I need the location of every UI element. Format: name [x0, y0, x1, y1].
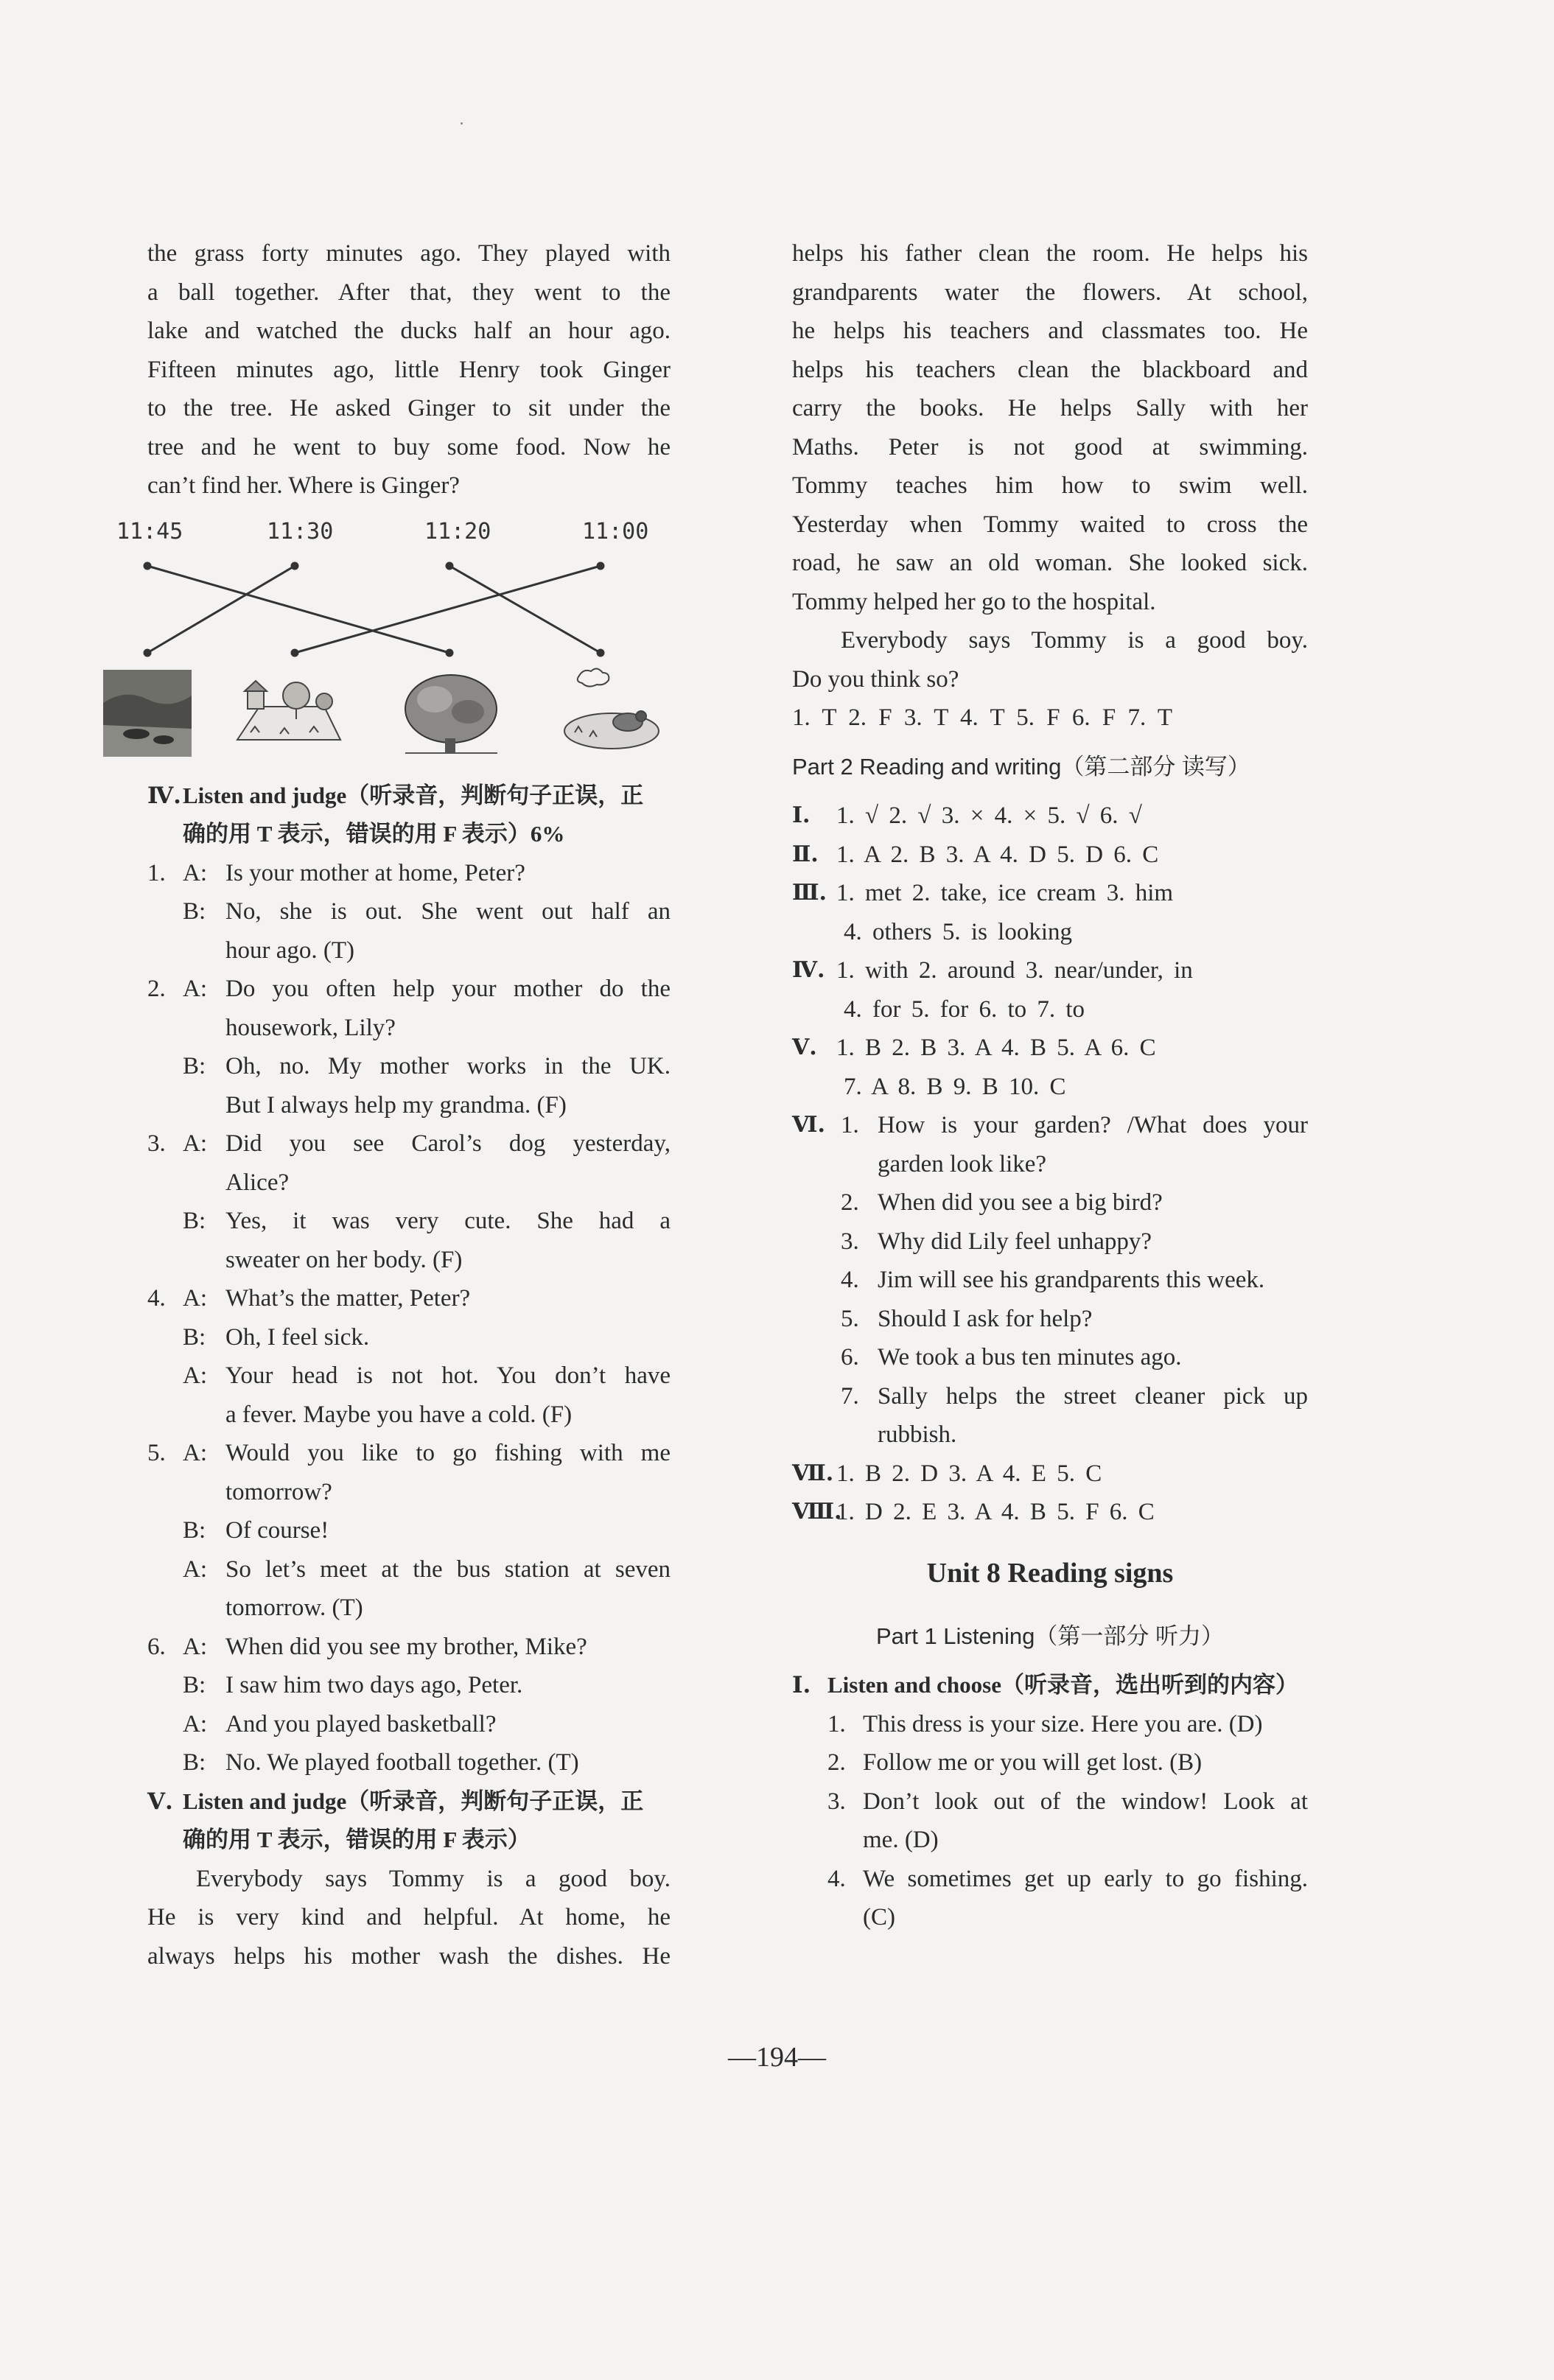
speaker: A:: [183, 1633, 207, 1660]
dialogue-text: Is your mother at home, Peter?: [225, 859, 525, 886]
section-4: [147, 777, 671, 1782]
part1-heading: Part 1 Listening（第一部分 听力）: [875, 1623, 1225, 1649]
roman-numeral: [792, 1068, 836, 1107]
left-column: [116, 234, 671, 1975]
roman-numeral: [792, 990, 836, 1029]
answer-row: [792, 1261, 1308, 1300]
speaker: [183, 1473, 225, 1512]
section-title: Listen and judge（听录音，判断句子正误，正: [183, 1788, 644, 1814]
lake-picture: [103, 670, 192, 757]
dialogue-text: Oh, no. My mother works in the UK.: [225, 1053, 671, 1079]
item-number: [827, 1898, 863, 1937]
dialogue-text: When did you see my brother, Mike?: [225, 1633, 587, 1660]
roman-numeral: [792, 1145, 836, 1184]
roman-numeral: [792, 1183, 836, 1222]
speaker: B:: [183, 1672, 206, 1698]
dialogue-text: Of course!: [225, 1517, 329, 1544]
answer-text: me. (D): [863, 1827, 939, 1853]
tommy-passage: [792, 234, 1308, 738]
speaker: A:: [183, 1285, 207, 1312]
item-number: [147, 1511, 183, 1550]
item-number: 2.: [841, 1189, 859, 1216]
item-number: [147, 1396, 183, 1435]
dialogue-text: And you played basketball?: [225, 1710, 497, 1737]
dialogue-line: [147, 1550, 671, 1589]
speaker: [183, 931, 225, 970]
roman-numeral: [792, 913, 836, 952]
dialogue-text: tomorrow?: [225, 1478, 332, 1505]
answer-row: [792, 1106, 1308, 1145]
dialogue-line: [147, 1086, 671, 1125]
item-number: 2.: [147, 976, 166, 1002]
unit-heading: Unit 8 Reading signs: [926, 1557, 1174, 1589]
indent: [792, 1743, 827, 1782]
item-number: [827, 1821, 863, 1860]
answer-row: [792, 1415, 1308, 1455]
answer-row: [792, 836, 1308, 875]
item-number: [147, 1705, 183, 1744]
speaker: A:: [183, 976, 207, 1002]
dialogue-line: [147, 1279, 671, 1318]
answer-text: Why did Lily feel unhappy?: [878, 1228, 1152, 1255]
dialogue-text: Would you like to go fishing with me: [225, 1440, 671, 1466]
answer-row: [792, 1377, 1308, 1416]
time-label: 11:30: [267, 518, 334, 545]
answer-text: How is your garden? /What does your: [878, 1112, 1308, 1138]
dialogue-text: hour ago. (T): [225, 937, 355, 964]
dialogue-line: [147, 1473, 671, 1512]
dialogue-line: [147, 1628, 671, 1667]
dialogue-line: [147, 1434, 671, 1473]
speaker: A:: [183, 1440, 207, 1466]
dialogue-line: [147, 1163, 671, 1203]
item-number: [147, 1009, 183, 1048]
answers-section-8: [792, 1493, 1308, 1532]
roman-numeral: [792, 1338, 836, 1377]
speaker: [183, 1086, 225, 1125]
page-number: —194—: [728, 2042, 826, 2073]
passage-line: helps his father clean the room. He helps his: [792, 240, 1308, 267]
answer-text: This dress is your size. Here you are. (D): [863, 1710, 1263, 1737]
passage-line: Do you think so?: [792, 665, 959, 693]
passage-line: a ball together. After that, they went to the: [147, 279, 671, 306]
passage-line: road, he saw an old woman. She looked sick.: [792, 550, 1308, 576]
dialogue-text: No, she is out. She went out half an: [225, 898, 671, 925]
answers-section-7: [792, 1455, 1308, 1494]
passage-line: Yesterday when Tommy waited to cross the: [792, 511, 1308, 538]
answer-text: Follow me or you will get lost. (B): [863, 1749, 1203, 1776]
roman-numeral: Ⅰ.: [792, 802, 811, 828]
roman-numeral: Ⅴ.: [792, 1035, 817, 1060]
speaker: B:: [183, 1053, 206, 1079]
passage-line: always helps his mother wash the dishes. He: [147, 1942, 671, 1970]
dialogue-text: sweater on her body. (F): [225, 1246, 463, 1273]
dialogue-text: So let’s meet at the bus station at seven: [225, 1555, 671, 1583]
dialogue-text: Alice?: [225, 1169, 290, 1196]
answer-row: [792, 874, 1308, 913]
indent: [792, 1860, 827, 1899]
answer-row: [792, 1898, 1308, 1937]
speaker: [183, 1163, 225, 1203]
item-number: 1.: [827, 1710, 846, 1737]
answer-row: [792, 1029, 1308, 1068]
roman-numeral: Ⅳ.: [792, 957, 825, 983]
answer-items: 4. others 5. is looking: [844, 918, 1072, 945]
answer-row: [792, 951, 1308, 990]
answer-row: [792, 1145, 1308, 1184]
dialogue-line: [147, 1743, 671, 1782]
time-matching-diagram: [103, 519, 678, 768]
answer-row: [792, 990, 1308, 1029]
section-title-cont: 确的用 T 表示，错误的用 F 表示）: [183, 1827, 531, 1852]
match-line: [295, 566, 601, 653]
answer-items: 1. with 2. around 3. near/under, in: [836, 957, 1193, 984]
answer-row: [792, 1222, 1308, 1261]
item-number: 3.: [147, 1130, 166, 1157]
speaker: [183, 1241, 225, 1280]
speaker: A:: [183, 1130, 207, 1157]
answer-items: 4. for 5. for 6. to 7. to: [844, 995, 1085, 1023]
roman-numeral: Ⅱ.: [792, 841, 819, 867]
dialogue-line: [147, 1666, 671, 1705]
answers-section-5: 1. T 2. F 3. T 4. T 5. F 6. F 7. T: [792, 704, 1173, 731]
passage-line: tree and he went to buy some food. Now he: [147, 433, 671, 461]
roman-numeral: Ⅲ.: [792, 880, 827, 906]
answer-text: When did you see a big bird?: [878, 1189, 1163, 1216]
item-number: [147, 892, 183, 931]
item-number: 5.: [841, 1305, 859, 1332]
indent: [792, 1782, 827, 1821]
speaker: [183, 1396, 225, 1435]
item-number: [147, 1473, 183, 1512]
item-number: [147, 931, 183, 970]
dialogue-line: [147, 1124, 671, 1163]
item-number: [836, 1415, 878, 1455]
answer-row: [792, 797, 1308, 836]
section-5: [147, 1782, 671, 1976]
speaker: A:: [183, 859, 207, 886]
passage-line: Tommy teaches him how to swim well.: [792, 472, 1308, 499]
item-number: [147, 1241, 183, 1280]
speaker: B:: [183, 1517, 206, 1544]
answer-row: [792, 1183, 1308, 1222]
dialogue-line: [147, 1318, 671, 1357]
roman-numeral: Ⅵ.: [792, 1112, 825, 1138]
answer-text: Jim will see his grandparents this week.: [878, 1267, 1265, 1293]
roman-numeral: Ⅷ.: [792, 1499, 842, 1525]
section-title: Listen and choose（听录音，选出听到的内容）: [827, 1672, 1298, 1698]
indent: [792, 1898, 827, 1937]
answer-row: [792, 1860, 1308, 1899]
section-title: Listen and judge（听录音，判断句子正误，正: [183, 782, 644, 808]
answer-text: garden look like?: [878, 1150, 1047, 1177]
answer-items: 1. met 2. take, ice cream 3. him: [836, 880, 1174, 906]
answer-items: 1. D 2. E 3. A 4. B 5. F 6. C: [836, 1499, 1155, 1525]
passage-line: Tommy helped her go to the hospital.: [792, 588, 1156, 615]
speaker: A:: [183, 1362, 207, 1389]
dialogue-text: Do you often help your mother do the: [225, 976, 671, 1002]
answer-items: 1. B 2. B 3. A 4. B 5. A 6. C: [836, 1035, 1156, 1061]
answer-text: (C): [863, 1904, 895, 1931]
speaker: B:: [183, 1749, 206, 1776]
indent: [792, 1705, 827, 1744]
answer-row: [792, 1338, 1308, 1377]
dialogue-text: Oh, I feel sick.: [225, 1323, 370, 1351]
right-column: [792, 234, 1308, 1937]
answer-text: rubbish.: [878, 1421, 957, 1448]
dog-picture: [564, 668, 659, 749]
passage-line: the grass forty minutes ago. They played with: [147, 240, 671, 267]
match-line: [449, 566, 601, 653]
answer-row: [792, 1068, 1308, 1107]
answer-row: [792, 913, 1308, 952]
dialogue-line: [147, 970, 671, 1009]
item-number: [147, 1202, 183, 1241]
answer-row: [792, 1743, 1308, 1782]
dialogue-text: No. We played football together. (T): [225, 1749, 579, 1776]
speaker: A:: [183, 1710, 207, 1737]
passage-line: can’t find her. Where is Ginger?: [147, 472, 460, 499]
item-number: [147, 1589, 183, 1628]
passage-line: Everybody says Tommy is a good boy.: [841, 627, 1308, 654]
speaker: A:: [183, 1555, 207, 1583]
time-label: 11:45: [116, 518, 183, 545]
sentence-answer-list: [792, 1106, 1308, 1455]
answer-text: Don’t look out of the window! Look at: [863, 1788, 1308, 1815]
passage-line: helps his teachers clean the blackboard and: [792, 356, 1308, 383]
tree-picture: [405, 675, 497, 753]
part2-answer-list: [792, 797, 1308, 1106]
time-label: 11:20: [424, 518, 491, 545]
item-number: 1.: [147, 859, 166, 886]
roman-numeral: [792, 1300, 836, 1339]
answer-text: Sally helps the street cleaner pick up: [878, 1382, 1308, 1410]
roman-numeral: Ⅶ.: [792, 1460, 834, 1486]
item-number: 3.: [841, 1228, 859, 1255]
item-number: [147, 1743, 183, 1782]
passage-line: Maths. Peter is not good at swimming.: [792, 433, 1308, 461]
dialogue-text: Your head is not hot. You don’t have: [225, 1362, 671, 1389]
passage-line: grandparents water the flowers. At school,: [792, 279, 1308, 306]
dialogue-text: tomorrow. (T): [225, 1595, 363, 1621]
dialogue-line: [147, 1705, 671, 1744]
item-number: 4.: [827, 1865, 846, 1892]
dialogue-line: [147, 1047, 671, 1086]
passage-line: Everybody says Tommy is a good boy.: [196, 1865, 671, 1892]
dialogue-line: [147, 1589, 671, 1628]
dialogue-line: [147, 1511, 671, 1550]
answer-items: 1. B 2. D 3. A 4. E 5. C: [836, 1460, 1102, 1487]
matching-lines: [103, 519, 678, 768]
item-number: [147, 1163, 183, 1203]
roman-numeral: [792, 1415, 836, 1455]
part2-heading: Part 2 Reading and writing（第二部分 读写）: [792, 753, 1250, 780]
item-number: [836, 1145, 878, 1184]
speck: [461, 122, 463, 125]
section-title-cont: 确的用 T 表示，错误的用 F 表示）6%: [183, 821, 565, 847]
passage-line: He is very kind and helpful. At home, he: [147, 1904, 671, 1931]
answer-row: [792, 1821, 1308, 1860]
answer-row: [792, 1782, 1308, 1821]
answer-items: 7. A 8. B 9. B 10. C: [844, 1073, 1066, 1100]
dialogue-text: housework, Lily?: [225, 1014, 396, 1041]
unit-section-1: [792, 1666, 1308, 1937]
passage-line: to the tree. He asked Ginger to sit under the: [147, 395, 671, 421]
indent: [792, 1821, 827, 1860]
answer-items: 1. A 2. B 3. A 4. D 5. D 6. C: [836, 841, 1159, 868]
section-number: Ⅳ.: [147, 782, 181, 809]
item-number: [147, 1047, 183, 1086]
roman-numeral: [792, 1377, 836, 1416]
passage-line: he helps his teachers and classmates too. He: [792, 318, 1308, 344]
time-label: 11:00: [582, 518, 649, 545]
answer-text: We took a bus ten minutes ago.: [878, 1344, 1182, 1371]
dialogue-line: [147, 1241, 671, 1280]
item-number: 7.: [841, 1382, 859, 1410]
passage-line: carry the books. He helps Sally with her: [792, 395, 1308, 421]
section-number: Ⅰ.: [792, 1672, 811, 1698]
item-number: [147, 1086, 183, 1125]
speaker: [183, 1589, 225, 1628]
dialogue-line: [147, 854, 671, 893]
passage-line: lake and watched the ducks half an hour ago.: [147, 318, 671, 344]
speaker: B:: [183, 1208, 206, 1234]
listening-answer-list: [792, 1705, 1308, 1937]
roman-numeral: [792, 1261, 836, 1300]
dialogue-text: I saw him two days ago, Peter.: [225, 1672, 523, 1698]
item-number: [147, 1550, 183, 1589]
item-number: 6.: [841, 1344, 859, 1371]
item-number: 4.: [841, 1267, 859, 1293]
passage-line: Fifteen minutes ago, little Henry took Ginger: [147, 356, 671, 383]
match-line: [147, 566, 295, 653]
answer-items: 1. √ 2. √ 3. × 4. × 5. √ 6. √: [836, 802, 1142, 829]
answer-row: [792, 1705, 1308, 1744]
dialogue-text: Yes, it was very cute. She had a: [225, 1208, 671, 1234]
item-number: [147, 1357, 183, 1396]
grass-picture: [237, 681, 340, 740]
section-number: Ⅴ.: [147, 1788, 173, 1815]
ginger-passage: [147, 234, 671, 505]
speaker: B:: [183, 898, 206, 925]
dialogue-line: [147, 931, 671, 970]
item-number: 4.: [147, 1285, 166, 1312]
item-number: [147, 1666, 183, 1705]
speaker: [183, 1009, 225, 1048]
item-number: 3.: [827, 1788, 846, 1815]
speaker: B:: [183, 1323, 206, 1351]
item-number: 6.: [147, 1633, 166, 1660]
match-line: [147, 566, 449, 653]
answer-row: [792, 1300, 1308, 1339]
item-number: 5.: [147, 1440, 166, 1466]
dialogue-text: Did you see Carol’s dog yesterday,: [225, 1130, 671, 1157]
dialogue-text: a fever. Maybe you have a cold. (F): [225, 1401, 573, 1428]
dialogue-list: [147, 854, 671, 1782]
item-number: 2.: [827, 1749, 846, 1776]
dialogue-line: [147, 1357, 671, 1396]
item-number: [147, 1318, 183, 1357]
answer-text: Should I ask for help?: [878, 1305, 1093, 1332]
dialogue-text: What’s the matter, Peter?: [225, 1285, 471, 1312]
dialogue-line: [147, 892, 671, 931]
dialogue-line: [147, 1009, 671, 1048]
dialogue-line: [147, 1202, 671, 1241]
dialogue-line: [147, 1396, 671, 1435]
section-6: [792, 1106, 1308, 1455]
answer-text: We sometimes get up early to go fishing.: [863, 1865, 1308, 1892]
item-number: 1.: [841, 1112, 859, 1138]
roman-numeral: [792, 1222, 836, 1261]
dialogue-text: But I always help my grandma. (F): [225, 1091, 567, 1119]
